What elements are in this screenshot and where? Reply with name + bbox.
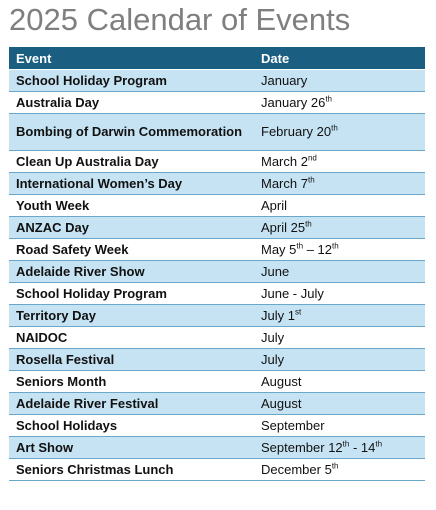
table-row [9, 217, 425, 239]
event-name-cell: Australia Day [9, 92, 254, 114]
event-date-cell [254, 92, 425, 114]
event-name-cell: Adelaide River Show [9, 261, 254, 283]
event-date-cell [254, 393, 425, 415]
date-ordinal-suffix: th [375, 439, 383, 449]
date-ordinal-suffix: th [296, 241, 304, 251]
events-table [9, 47, 425, 481]
event-name-cell: ANZAC Day [9, 217, 254, 239]
event-date-cell [254, 239, 425, 261]
date-text: July [261, 329, 285, 345]
date-ordinal-suffix: th [331, 461, 339, 471]
date-column-header: Date [254, 47, 425, 70]
date-ordinal-suffix: nd [307, 153, 317, 163]
table-row [9, 239, 425, 261]
event-name-cell: International Women’s Day [9, 173, 254, 195]
table-row [9, 371, 425, 393]
date-text: May 5 [261, 241, 297, 257]
event-date-cell [254, 114, 425, 151]
event-name-cell: School Holiday Program [9, 70, 254, 92]
event-date-cell [254, 70, 425, 92]
event-date-cell [254, 217, 425, 239]
table-row [9, 195, 425, 217]
table-row [9, 437, 425, 459]
event-name-cell: Youth Week [9, 195, 254, 217]
event-date-cell [254, 459, 425, 481]
table-row [9, 261, 425, 283]
date-text: April 25 [261, 219, 306, 235]
event-name-cell: Art Show [9, 437, 254, 459]
event-date-cell [254, 151, 425, 173]
date-text: July [261, 351, 285, 367]
date-text: January 26 [261, 94, 326, 110]
table-row [9, 151, 425, 173]
date-text: February 20 [261, 124, 332, 139]
table-header-row [9, 47, 425, 70]
table-row [9, 70, 425, 92]
event-date-cell [254, 305, 425, 327]
table-row [9, 393, 425, 415]
event-name-cell: Territory Day [9, 305, 254, 327]
event-date-cell [254, 195, 425, 217]
date-text: December 5 [261, 461, 332, 477]
event-name-cell: Seniors Month [9, 371, 254, 393]
event-name-cell: School Holidays [9, 415, 254, 437]
table-row [9, 327, 425, 349]
date-ordinal-suffix: th [331, 123, 338, 133]
event-date-cell [254, 371, 425, 393]
event-name-cell: Road Safety Week [9, 239, 254, 261]
date-text: January [261, 72, 308, 88]
date-ordinal-suffix: th [325, 94, 332, 104]
events-table-body [9, 70, 425, 481]
event-date-cell [254, 327, 425, 349]
event-date-cell [254, 261, 425, 283]
date-text: August [261, 373, 302, 389]
event-name-cell: Rosella Festival [9, 349, 254, 371]
event-date-cell [254, 283, 425, 305]
date-ordinal-suffix: th [307, 175, 315, 185]
table-row [9, 283, 425, 305]
table-row [9, 305, 425, 327]
table-row [9, 92, 425, 114]
page-title: 2025 Calendar of Events [9, 2, 351, 37]
event-name-cell: Seniors Christmas Lunch [9, 459, 254, 481]
event-name-cell: NAIDOC [9, 327, 254, 349]
date-text: September [261, 417, 325, 433]
event-date-cell [254, 415, 425, 437]
event-name-cell: School Holiday Program [9, 283, 254, 305]
table-row [9, 114, 425, 151]
event-name-cell: Bombing of Darwin Commemoration [9, 114, 254, 151]
date-text: March 2 [261, 153, 308, 169]
event-date-cell [254, 173, 425, 195]
event-date-cell [254, 437, 425, 459]
event-name-cell: Clean Up Australia Day [9, 151, 254, 173]
table-row [9, 173, 425, 195]
date-text: June - July [261, 285, 324, 301]
date-text: June [261, 263, 290, 279]
date-text: July 1 [261, 307, 295, 323]
date-ordinal-suffix: th [342, 439, 350, 449]
date-text: - 14 [349, 439, 376, 455]
date-text: August [261, 395, 302, 411]
date-text: April [261, 197, 288, 213]
table-row [9, 349, 425, 371]
table-row [9, 415, 425, 437]
event-date-cell [254, 349, 425, 371]
event-column-header: Event [9, 47, 254, 70]
date-text: March 7 [261, 175, 308, 191]
date-ordinal-suffix: th [305, 219, 312, 229]
table-row [9, 459, 425, 481]
event-name-cell: Adelaide River Festival [9, 393, 254, 415]
date-ordinal-suffix: th [332, 241, 339, 251]
date-text: – 12 [303, 241, 332, 257]
date-text: September 12 [261, 439, 343, 455]
date-ordinal-suffix: st [294, 307, 302, 317]
